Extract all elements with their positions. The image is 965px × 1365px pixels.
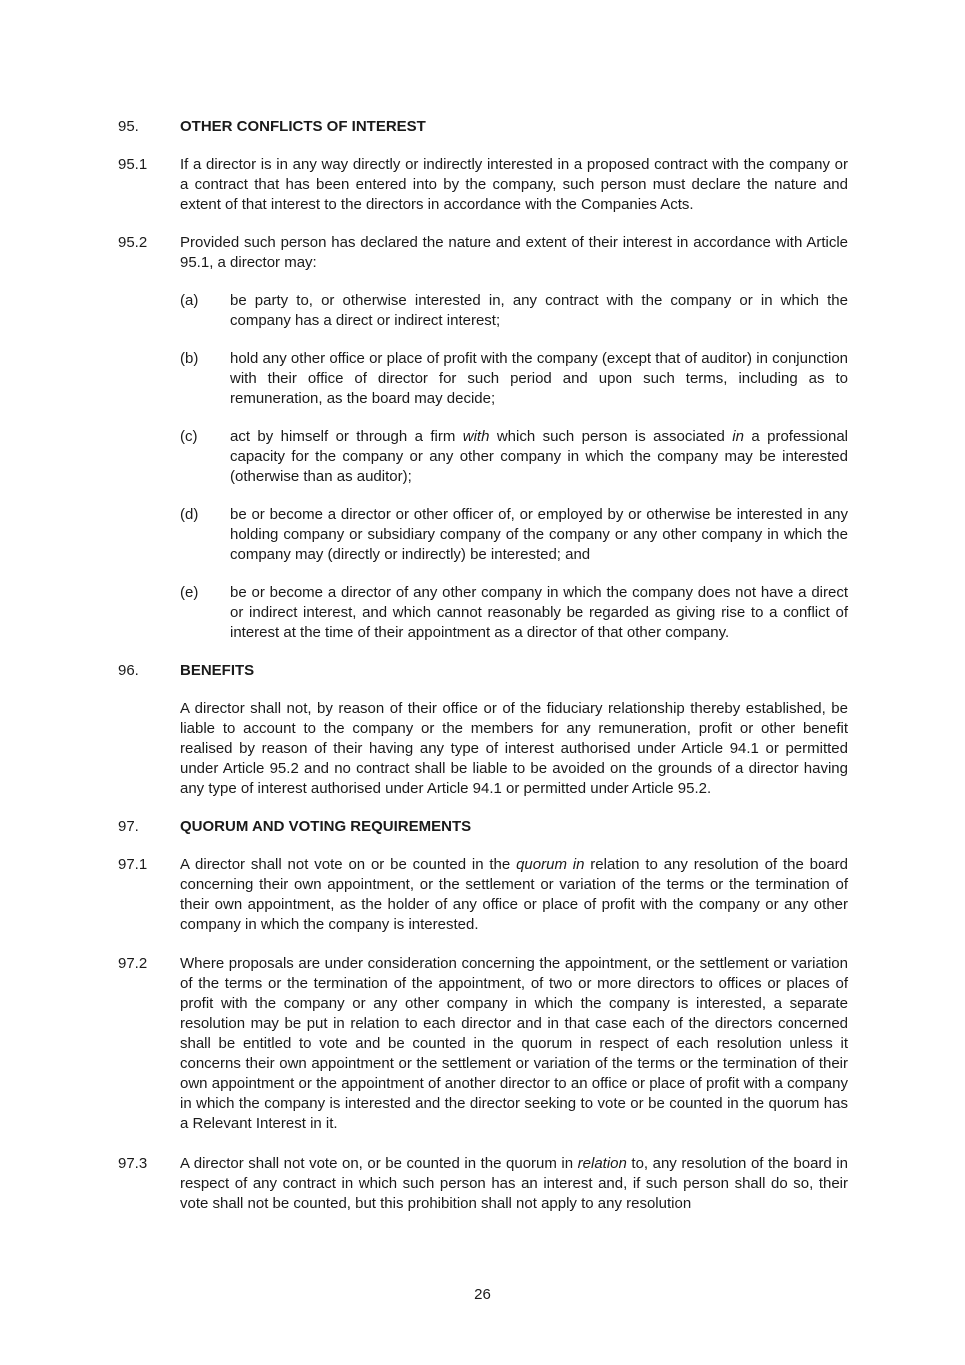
section-number: 96. [118, 662, 139, 679]
sub-item-b [0, 349, 965, 409]
italic-run: quorum in [516, 856, 585, 873]
sub-item-text: hold any other office or place of profit with the company (except that of auditor) in conjunction with their office of director for such period and upon such terms, including as to remuneration, as the board may decide; [230, 350, 848, 407]
sub-item-label: (c) [180, 428, 198, 445]
text-run: to, any resolution of the board in respect of any contract in which such person has an interest and, if such person shall do so, their vote shall not be counted, but this prohibition shall not apply to any resolution [180, 1155, 848, 1212]
text-run: A director shall not vote on or be counted in the [180, 856, 517, 873]
section-number: 95. [118, 118, 139, 135]
sub-item-text: be party to, or otherwise interested in, any contract with the company or in which the company has a direct or indirect interest; [230, 292, 848, 329]
sub-item-label: (d) [180, 506, 199, 523]
section-96-body [0, 699, 965, 799]
sub-item-text [230, 427, 848, 487]
section-heading: QUORUM AND VOTING REQUIREMENTS [180, 818, 472, 835]
sub-item-a [0, 291, 965, 331]
clause-number: 95.2 [118, 234, 148, 251]
text-run: A director shall not vote on, or be counted in the quorum in [180, 1155, 578, 1172]
page-number: 26 [474, 1286, 491, 1303]
sub-item-c [0, 427, 965, 487]
section-heading: OTHER CONFLICTS OF INTEREST [180, 118, 426, 135]
clause-95-2 [0, 233, 965, 273]
clause-text [180, 1154, 848, 1214]
sub-item-label: (e) [180, 584, 199, 601]
italic-run: with [462, 428, 490, 445]
section-heading: BENEFITS [180, 662, 255, 679]
section-97-heading-row [0, 817, 965, 837]
text-run: act by himself or through a firm [230, 428, 463, 445]
italic-run: relation [577, 1155, 627, 1172]
clause-95-1 [0, 155, 965, 215]
clause-text: If a director is in any way directly or indirectly interested in a proposed contract with the company or a contract that has been entered into by the company, such person must declare the nature and extent of that interest to the directors in accordance with the Companies Acts. [180, 156, 848, 213]
clause-number: 97.2 [118, 955, 148, 972]
section-95-heading-row [0, 117, 965, 137]
clause-number: 97.1 [118, 856, 148, 873]
italic-run: in [732, 428, 744, 445]
clause-number: 95.1 [118, 156, 148, 173]
clause-number: 97.3 [118, 1155, 148, 1172]
sub-item-e [0, 583, 965, 643]
sub-item-label: (a) [180, 292, 199, 309]
text-run: which such person is associated [489, 428, 733, 445]
sub-item-text: be or become a director of any other company in which the company does not have a direct or indirect interest, and which cannot reasonably be regarded as giving rise to a conflict of interest at the time of their appointment as a director of that other company. [230, 584, 848, 641]
clause-97-2 [0, 954, 965, 1134]
sub-item-label: (b) [180, 350, 199, 367]
clause-text: Where proposals are under consideration concerning the appointment, or the settlement or variation of the terms or the termination of the appointment, of two or more directors to offices or places of profit with the company or any other company in which the company is interested, a separate resolution may be put in relation to each director and in that case each of the directors concerned shall be entitled to vote and be counted in the quorum in respect of each resolution unless it concerns their own appointment or the settlement or variation of the terms or the termination of their own appointment or the appointment of another director to an office or place of profit with a company in which the company is interested and the director seeking to vote or be counted in the quorum has a Relevant Interest in it. [180, 955, 848, 1132]
text-run: relation to any resolution of the board concerning their own appointment, or the settlement or variation of the terms or the termination of their own appointment, as the holder of any office or place of profit with the company or any other company in which the company is interested. [180, 856, 848, 933]
section-text: A director shall not, by reason of their office or of the fiduciary relationship thereby established, be liable to account to the company or the members for any remuneration, profit or other benefit realised by reason of their having any type of interest authorised under Article 94.1 or permitted under Article 95.2 and no contract shall be liable to be avoided on the grounds of a director having any type of interest authorised under Article 94.1 or permitted under Article 95.2. [180, 700, 848, 797]
clause-text [180, 855, 848, 935]
sub-item-text: be or become a director or other officer of, or employed by or otherwise be interested in any holding company or subsidiary company of the company or any other company in which the company may (directly or indirectly) be interested; and [230, 506, 848, 563]
text-run: a professional capacity for the company or any other company in which the company may be interested (otherwise than as auditor); [230, 428, 848, 485]
section-96-heading-row [0, 661, 965, 681]
clause-97-3 [0, 1154, 965, 1214]
clause-text: Provided such person has declared the nature and extent of their interest in accordance with Article 95.1, a director may: [180, 234, 848, 271]
section-number: 97. [118, 818, 139, 835]
sub-item-d [0, 505, 965, 565]
clause-97-1 [0, 855, 965, 935]
